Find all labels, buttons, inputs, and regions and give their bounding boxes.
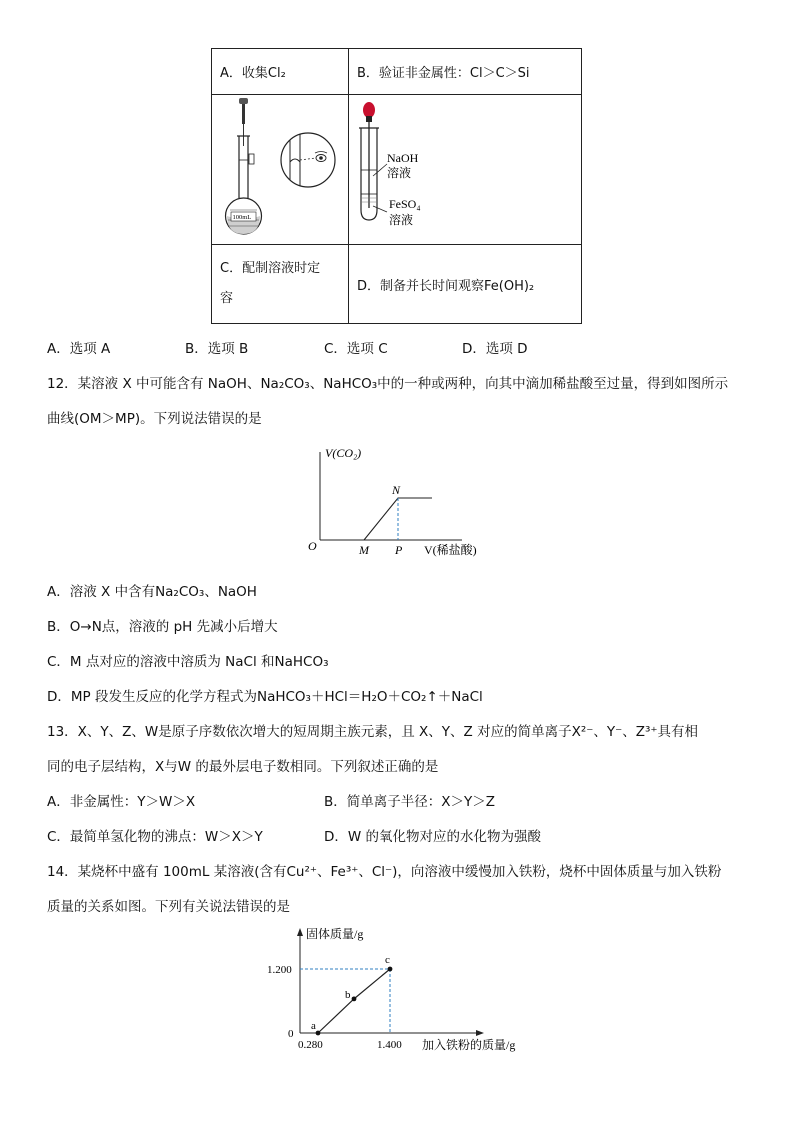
q11-choice-c: C．选项 C bbox=[324, 341, 388, 357]
q11-choice-a: A．选项 A bbox=[47, 341, 111, 357]
option-c-figure-cell bbox=[212, 95, 349, 245]
q14-stem-line2: 质量的关系如图。下列有关说法错误的是 bbox=[47, 899, 290, 915]
option-a-cell bbox=[212, 49, 349, 95]
q13-stem-line1: 13．X、Y、Z、W是原子序数依次增大的短周期主族元素，且 X、Y、Z 对应的简单离子X²⁻、Y⁻、Z³⁺具有相 bbox=[47, 724, 699, 740]
feso4-solution-label: 溶液 bbox=[389, 212, 414, 227]
flask-volume-label: 100mL bbox=[232, 213, 252, 221]
option-c-cell bbox=[212, 245, 349, 324]
q13-stem-line2: 同的电子层结构，X与W 的最外层电子数相同。下列叙述正确的是 bbox=[47, 759, 439, 775]
option-a-label: A．收集Cl₂ bbox=[220, 66, 286, 81]
option-c-label-line2: 容 bbox=[220, 291, 234, 306]
q14-stem-line1: 14．某烧杯中盛有 100mL 某溶液(含有Cu²⁺、Fe³⁺、Cl⁻)，向溶液中缓慢加入铁粉，烧杯中固体质量与加入铁粉 bbox=[47, 864, 722, 880]
feso4-label: FeSO₄ bbox=[389, 196, 421, 211]
q14-point-label-c: c bbox=[385, 954, 390, 966]
q13-choice-b: B．简单离子半径：X＞Y＞Z bbox=[324, 794, 496, 810]
naoh-solution-label: 溶液 bbox=[387, 165, 412, 180]
options-table bbox=[211, 48, 582, 324]
q13-choice-d: D．W 的氧化物对应的水化物为强酸 bbox=[324, 829, 542, 845]
q12-point-n-label: N bbox=[392, 483, 401, 497]
q14-point-label-a: a bbox=[311, 1020, 316, 1032]
q14-y-tick-1200: 1.200 bbox=[267, 964, 292, 976]
option-c-label-line1: C．配制溶液时定 bbox=[220, 261, 321, 276]
q12-y-label: V(CO₂) bbox=[325, 446, 362, 460]
q12-choice-a: A．溶液 X 中含有Na₂CO₃、NaOH bbox=[47, 584, 257, 600]
q12-choice-c: C．M 点对应的溶液中溶质为 NaCl 和NaHCO₃ bbox=[47, 654, 329, 670]
q11-choice-b: B．选项 B bbox=[185, 341, 249, 357]
q14-x-axis-arrow bbox=[476, 1030, 484, 1036]
q14-point-b bbox=[352, 996, 357, 1001]
q14-y-axis-arrow bbox=[297, 928, 303, 936]
q12-stem-line2: 曲线(OM＞MP)。下列说法错误的是 bbox=[47, 411, 262, 427]
option-b-label: B．验证非金属性：Cl＞C＞Si bbox=[357, 66, 530, 81]
option-b-cell bbox=[349, 49, 582, 95]
q14-y-tick-0: 0 bbox=[288, 1028, 294, 1040]
q14-x-tick-0280: 0.280 bbox=[298, 1039, 323, 1051]
q13-choice-a: A．非金属性：Y＞W＞X bbox=[47, 794, 196, 810]
q11-choice-d: D．选项 D bbox=[462, 341, 528, 357]
q14-x-label: 加入铁粉的质量/g bbox=[422, 1038, 516, 1052]
q12-choice-d: D．MP 段发生反应的化学方程式为NaHCO₃＋HCl＝H₂O＋CO₂↑＋NaCl bbox=[47, 689, 483, 705]
q14-x-tick-1400: 1.400 bbox=[377, 1039, 402, 1051]
q12-x-label: V(稀盐酸) bbox=[424, 543, 477, 557]
q14-y-label: 固体质量/g bbox=[306, 927, 364, 941]
q12-point-m-label: M bbox=[359, 543, 369, 557]
q12-stem-line1: 12．某溶液 X 中可能含有 NaOH、Na₂CO₃、NaHCO₃中的一种或两种，向其中滴加稀盐酸至过量，得到如图所示 bbox=[47, 376, 729, 392]
option-d-label: D．制备并长时间观察Fe(OH)₂ bbox=[357, 278, 535, 294]
option-d-figure-cell bbox=[349, 95, 582, 245]
q14-point-c bbox=[388, 967, 393, 972]
q13-choice-c: C．最简单氢化物的沸点：W＞X＞Y bbox=[47, 829, 263, 845]
q12-graph bbox=[300, 440, 500, 562]
q14-point-label-b: b bbox=[345, 988, 351, 1001]
option-d-cell bbox=[349, 245, 582, 324]
q12-choice-b: B．O→N点，溶液的 pH 先减小后增大 bbox=[47, 619, 278, 635]
q14-point-a bbox=[316, 1031, 321, 1036]
q12-point-p-label: P bbox=[395, 543, 403, 557]
test-tube-figure bbox=[357, 98, 557, 238]
volumetric-flask-figure bbox=[220, 98, 340, 238]
naoh-label: NaOH bbox=[387, 150, 419, 165]
q14-chart bbox=[260, 922, 540, 1056]
q12-origin-label: O bbox=[308, 539, 317, 553]
